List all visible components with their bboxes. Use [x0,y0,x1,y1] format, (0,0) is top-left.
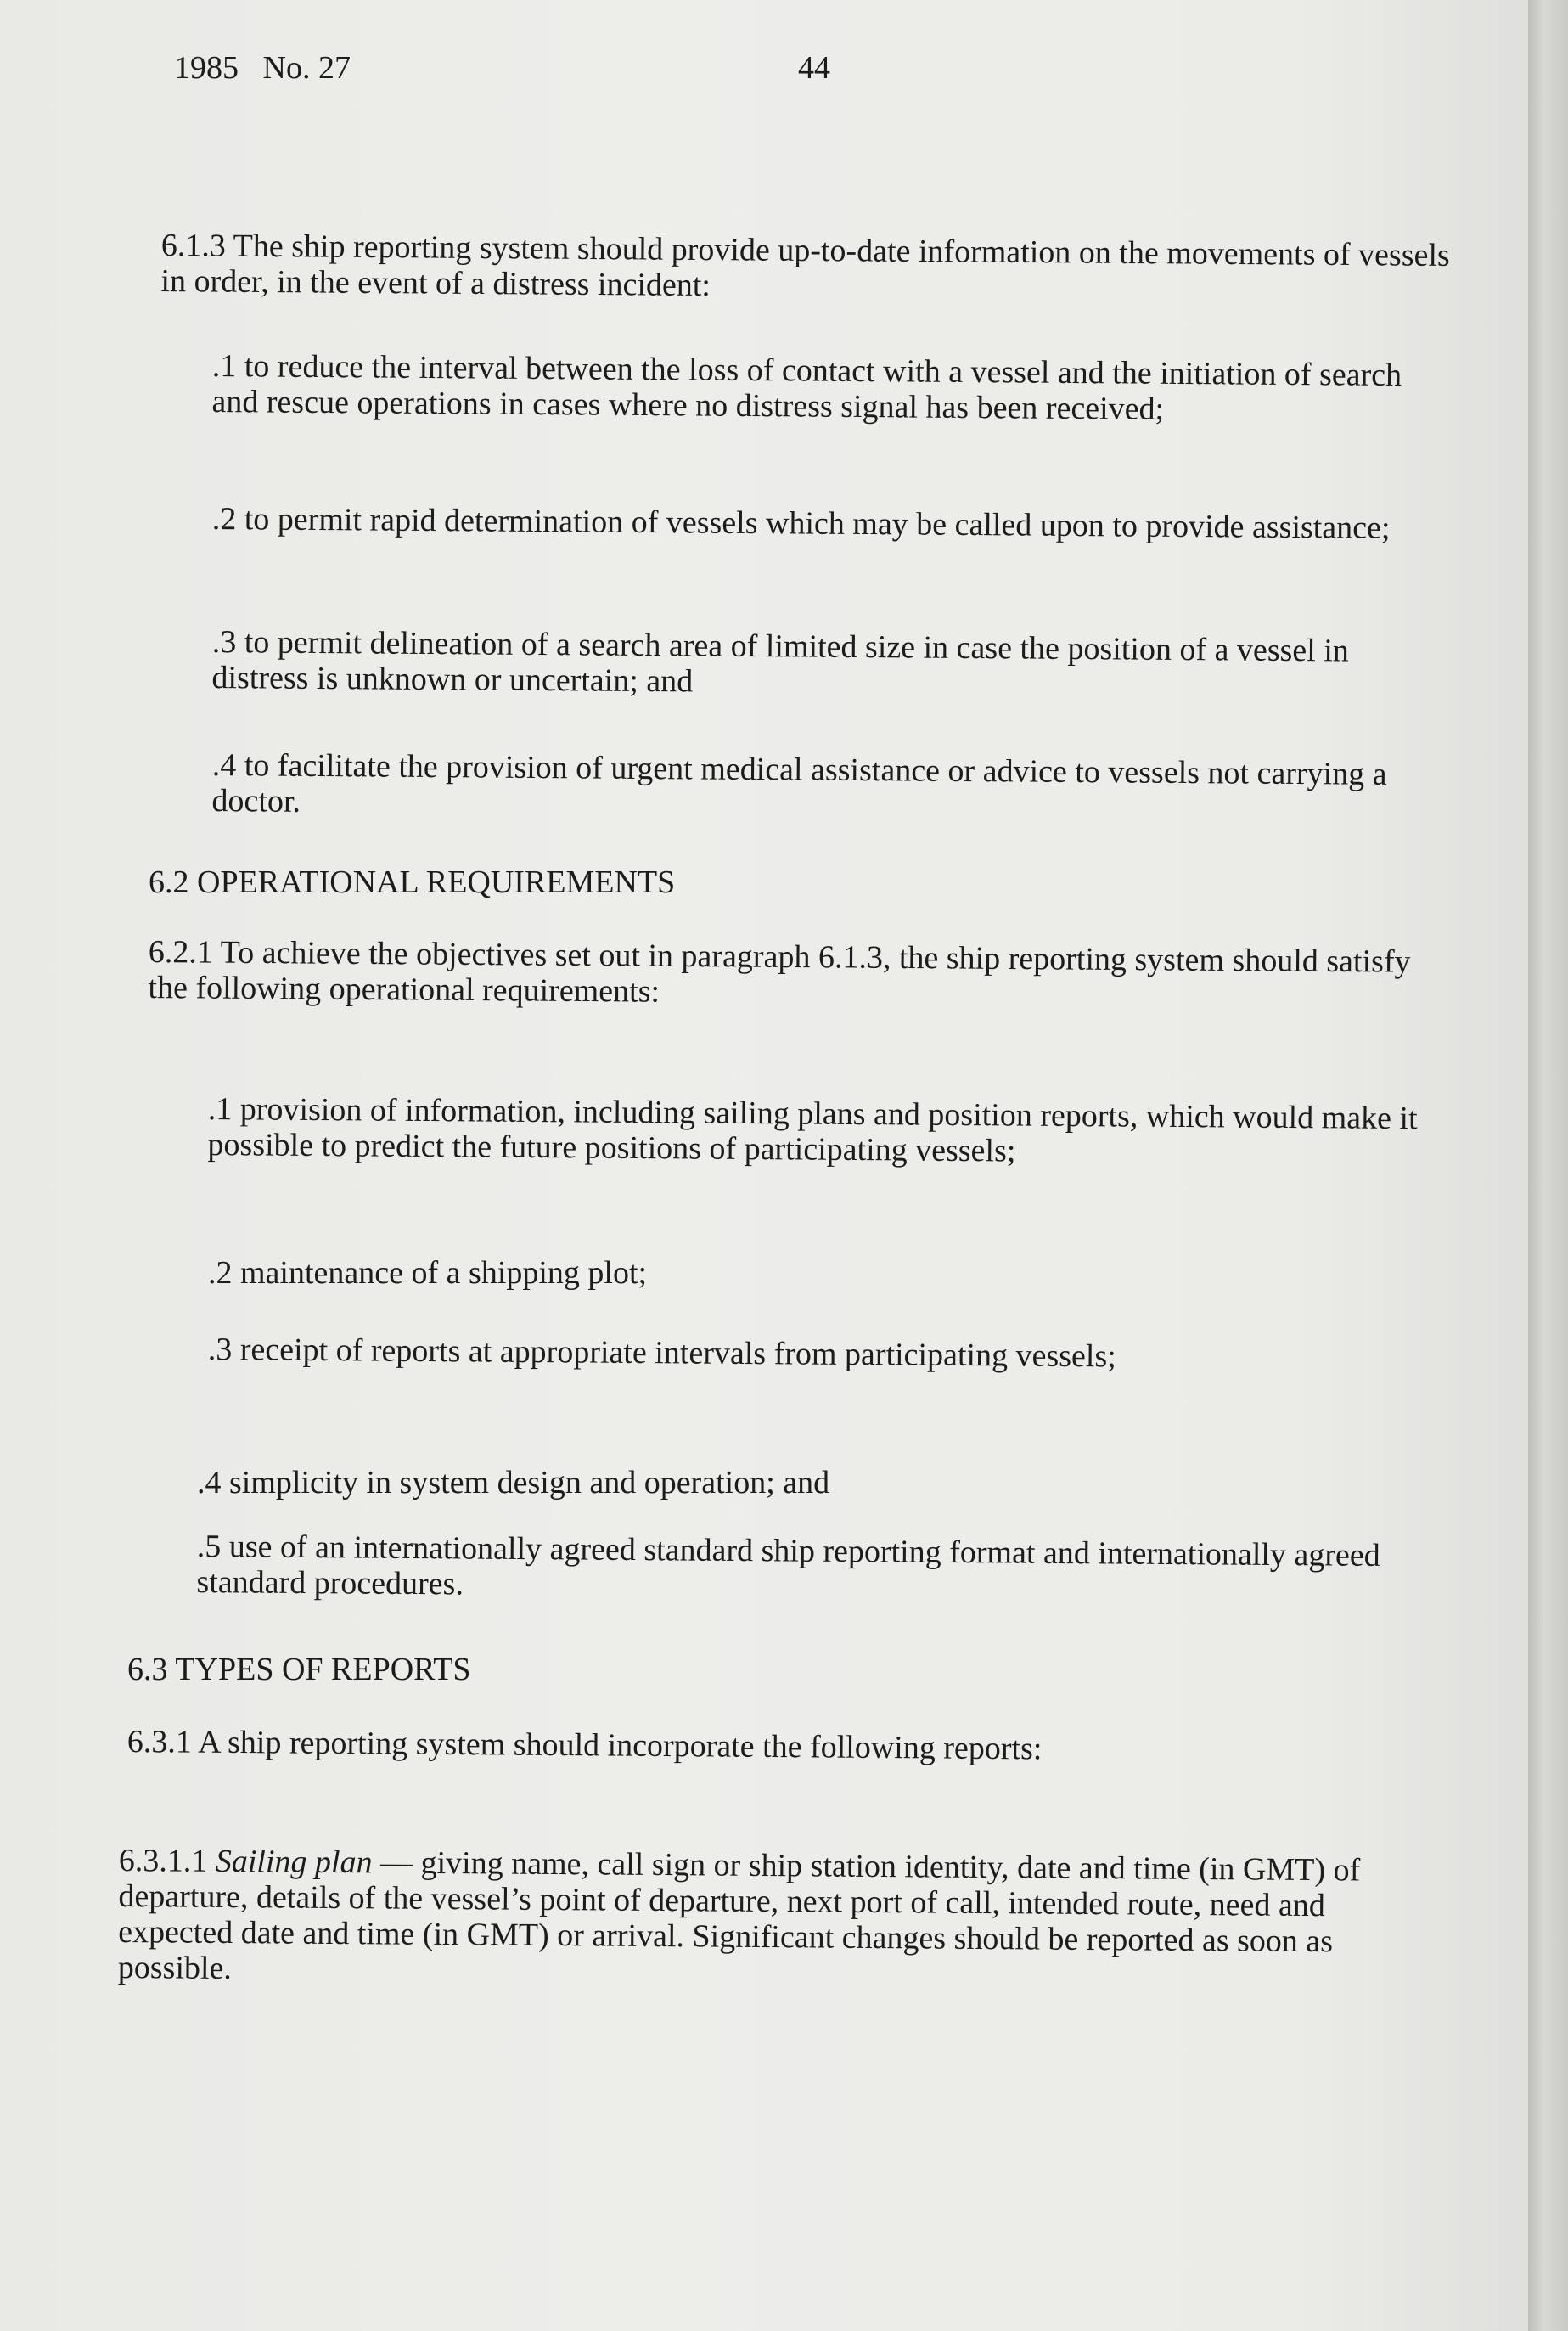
list-item: .2 maintenance of a shipping plot; [208,1255,648,1291]
list-item: .4 to facilitate the provision of urgent medical assistance or advice to vessels not carrying a doctor. [211,747,1387,819]
list-item: .1 to reduce the interval between the loss of contact with a vessel and the initiation of search and rescue operations in cases where no distress signal has been received; [211,348,1402,427]
list-item: .3 to permit delineation of a search area of limited size in case the position of a vessel in distress is unknown or uncertain; and [211,624,1350,700]
section-heading-6-3: 6.3 TYPES OF REPORTS [127,1652,471,1687]
paragraph-number: 6.3.1.1 [118,1843,208,1879]
document-reference: 1985 No. 27 [174,50,351,86]
section-heading-6-2: 6.2 OPERATIONAL REQUIREMENTS [149,864,676,900]
list-item: .1 provision of information, including sailing plans and position reports, which would make it possible to predict the future positions of participating vessels; [207,1091,1418,1169]
sailing-plan-text: — giving name, call sign or ship station identity, date and time (in GMT) of departure, details of the vessel’s point of departure, next port of call, intended route, need and expected date and time (in GMT) or arrival. Significant changes should be reported as soon as possible. [117,1844,1361,1987]
paragraph-6-3-1-1 [118,1843,1418,1996]
page-edge [1528,0,1568,2331]
list-item: .2 to permit rapid determination of vessels which may be called upon to provide assistance; [211,501,1391,546]
paragraph-6-1-3: 6.1.3 The ship reporting system should provide up-to-date information on the movements of vessels in order, in the event of a distress incident: [160,228,1450,304]
list-item: .3 receipt of reports at appropriate intervals from participating vessels; [207,1332,1116,1375]
list-item: .5 use of an internationally agreed standard ship reporting format and internationally agreed standard procedures. [196,1529,1380,1602]
paragraph-6-3-1: 6.3.1 A ship reporting system should incorporate the following reports: [126,1724,1043,1767]
paragraph-6-2-1: 6.2.1 To achieve the objectives set out in paragraph 6.1.3, the ship reporting system should satisfy the following operational requirements: [148,934,1411,1010]
page-number: 44 [798,50,830,86]
sailing-plan-term: Sailing plan [215,1843,373,1881]
list-item: .4 simplicity in system design and operation; and [197,1465,830,1501]
